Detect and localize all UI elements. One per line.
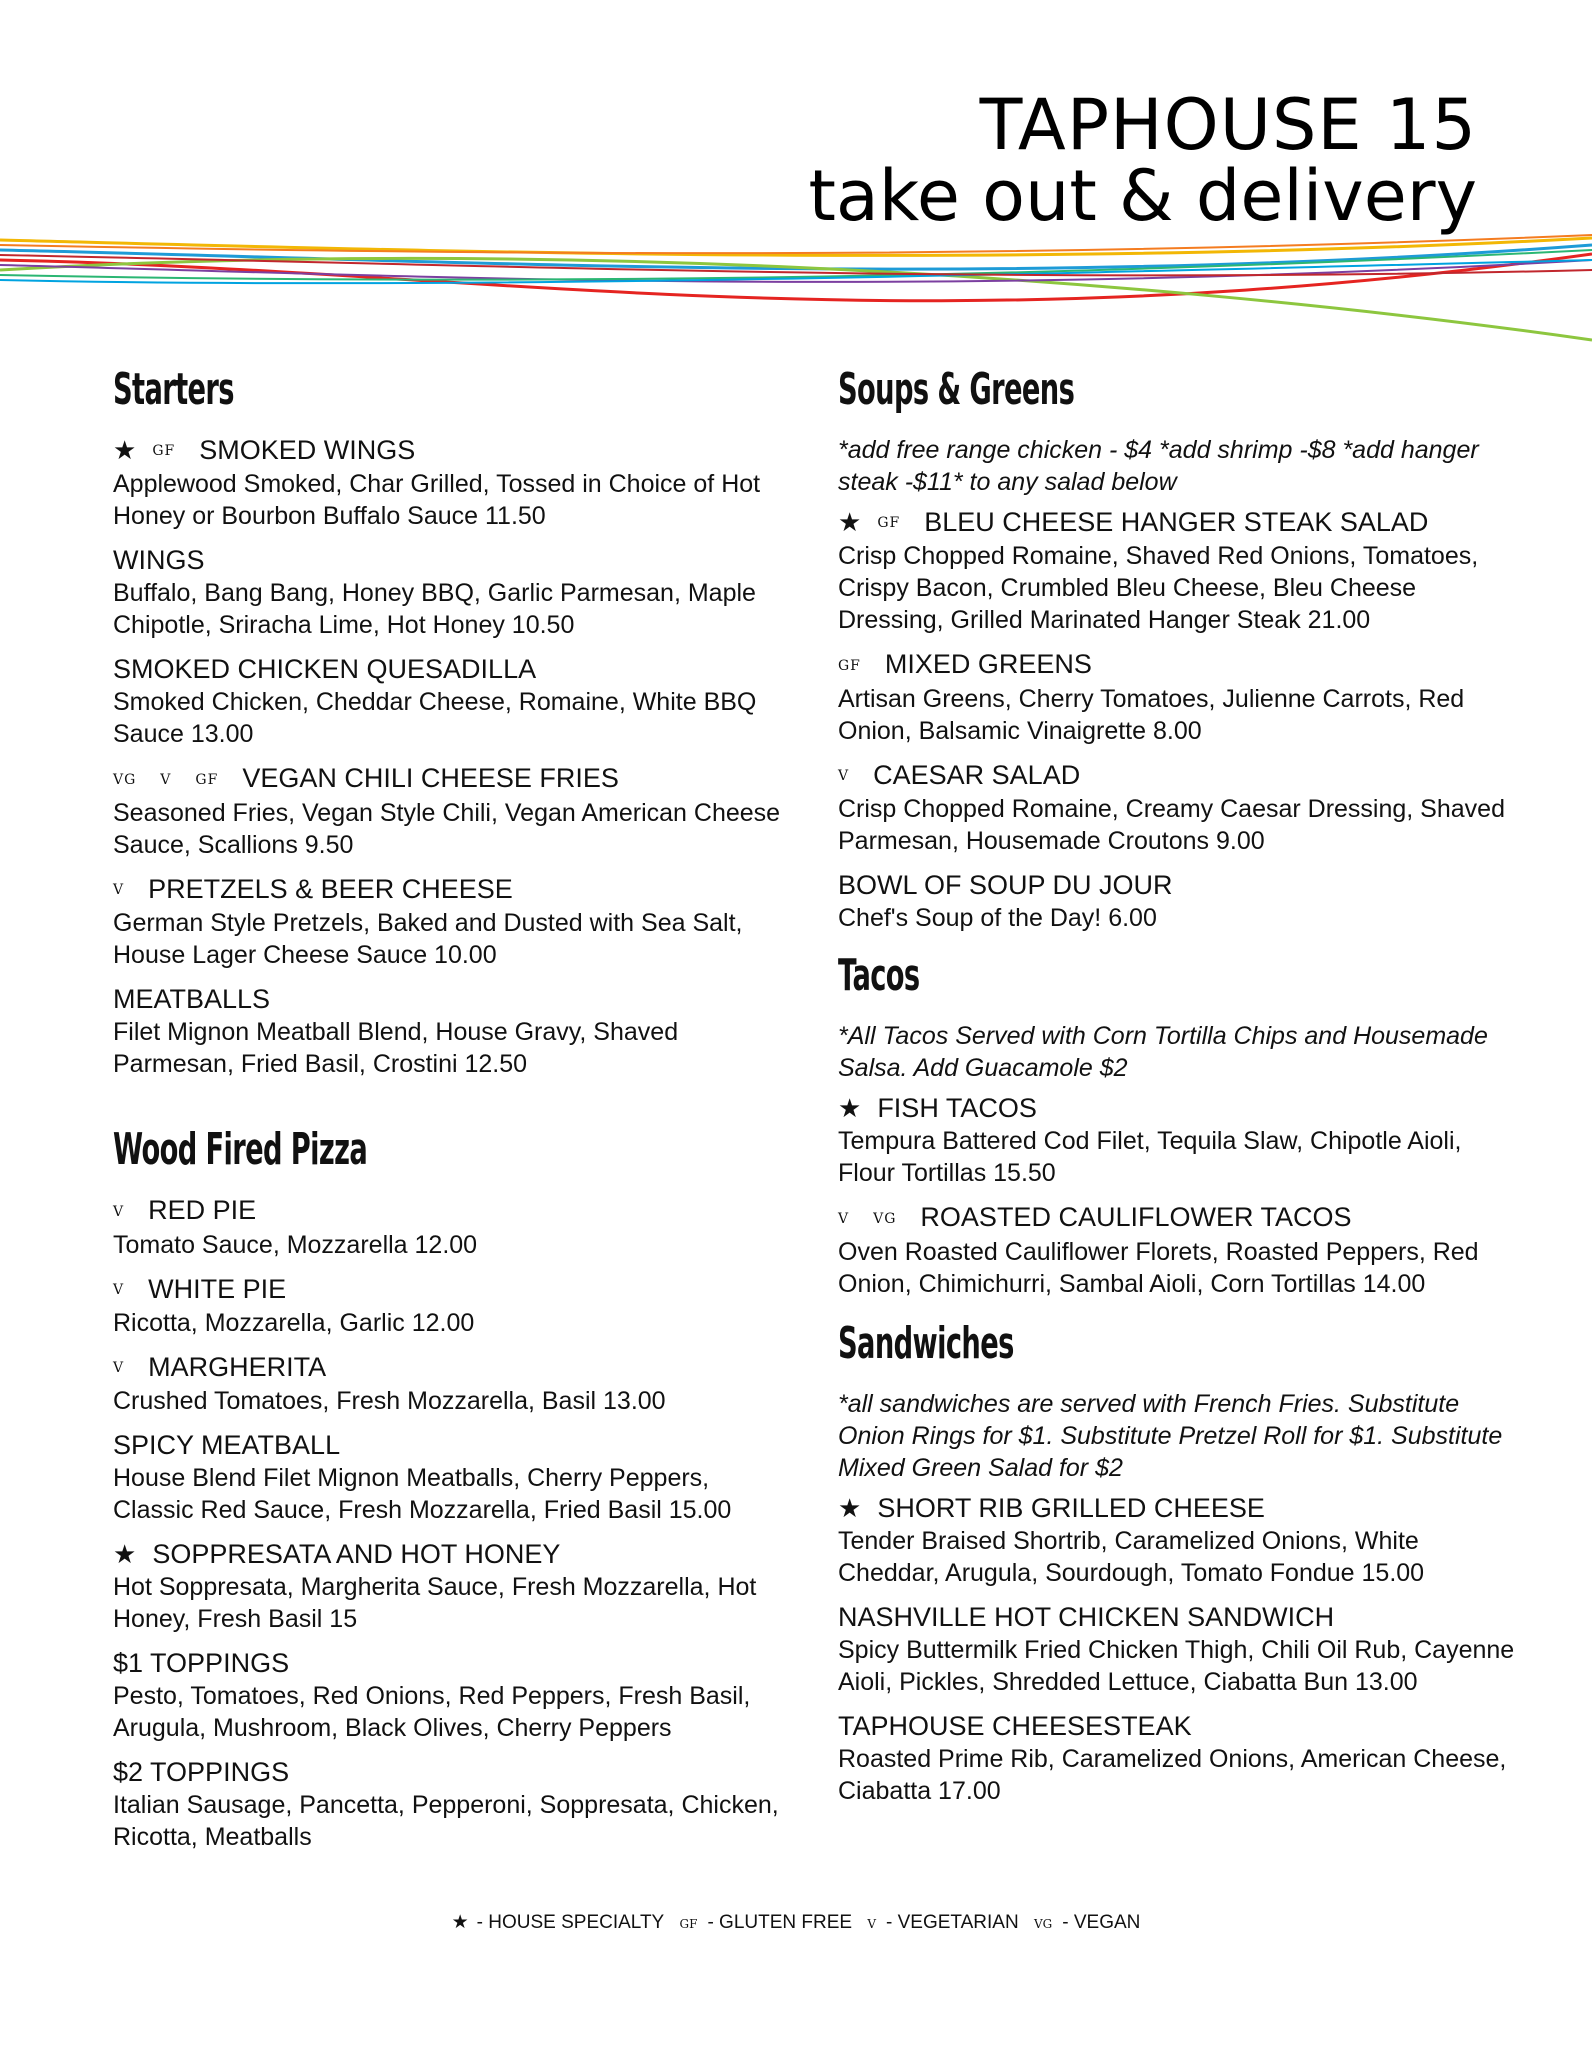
menu-item-header xyxy=(113,1756,793,1789)
menu-item-header xyxy=(838,869,1518,902)
menu-item-description: Crushed Tomatoes, Fresh Mozzarella, Basil 13.00 xyxy=(113,1387,666,1416)
vegetarian-badge-icon: V xyxy=(113,1360,125,1377)
vegetarian-badge-icon: V xyxy=(113,882,125,899)
vegetarian-badge-icon: V xyxy=(113,1203,125,1220)
rainbow-swoosh-decoration xyxy=(0,230,1592,360)
menu-item-name: WHITE PIE xyxy=(148,1273,287,1304)
menu-item-description: Spicy Buttermilk Fried Chicken Thigh, Chili Oil Rub, Cayenne Aioli, Pickles, Shredded Lettuce, Ciabatta Bun 13.00 xyxy=(838,1635,1515,1696)
section-tacos xyxy=(838,946,1518,1299)
section-title: Starters xyxy=(113,364,234,415)
menu-item xyxy=(838,648,1518,746)
gluten-free-badge-icon: GF xyxy=(838,657,861,674)
menu-item-name: SHORT RIB GRILLED CHEESE xyxy=(877,1492,1265,1523)
menu-item-header xyxy=(113,1351,793,1385)
menu-item-description: Chef's Soup of the Day! 6.00 xyxy=(838,904,1157,933)
menu-item-header xyxy=(838,1201,1518,1235)
dietary-legend xyxy=(0,1910,1592,1937)
legend-house-specialty: - HOUSE SPECIALTY xyxy=(476,1912,665,1933)
section-starters xyxy=(113,360,793,1080)
menu-item-description: Tender Braised Shortrib, Caramelized Onions, White Cheddar, Arugula, Sourdough, Tomato Fondue 15.00 xyxy=(838,1526,1425,1587)
section-soups-greens xyxy=(838,360,1518,934)
menu-item-description: German Style Pretzels, Baked and Dusted with Sea Salt, House Lager Cheese Sauce 10.00 xyxy=(113,909,743,970)
house-specialty-star-icon: ★ xyxy=(113,435,137,465)
section-note: *add free range chicken - $4 *add shrimp -$8 *add hanger steak -$11* to any salad below xyxy=(838,436,1479,496)
menu-item-name: VEGAN CHILI CHEESE FRIES xyxy=(242,763,619,794)
house-specialty-star-icon: ★ xyxy=(451,1912,469,1933)
menu-item xyxy=(113,873,793,971)
menu-item-header xyxy=(113,544,793,577)
menu-item-name: MEATBALLS xyxy=(113,984,271,1015)
menu-item-description: Italian Sausage, Pancetta, Pepperoni, Soppresata, Chicken, Ricotta, Meatballs xyxy=(113,1791,779,1852)
menu-item xyxy=(113,1647,793,1744)
menu-header xyxy=(808,84,1477,238)
menu-item-description: Filet Mignon Meatball Blend, House Gravy, Shaved Parmesan, Fried Basil, Crostini 12.50 xyxy=(113,1018,679,1079)
menu-item-header xyxy=(113,1429,793,1462)
vegan-badge-icon: VG xyxy=(873,1210,897,1227)
section-title: Soups & Greens xyxy=(838,364,1075,415)
menu-item xyxy=(113,1351,793,1417)
menu-subtitle: take out & delivery xyxy=(808,155,1477,238)
swoosh-line-orange xyxy=(0,235,1592,253)
menu-item-description: Crisp Chopped Romaine, Creamy Caesar Dressing, Shaved Parmesan, Housemade Croutons 9.00 xyxy=(838,795,1505,856)
menu-item-header xyxy=(838,1601,1518,1634)
menu-item-name: SMOKED WINGS xyxy=(199,435,416,465)
menu-item-header xyxy=(113,873,793,907)
legend-vegetarian: - VEGETARIAN xyxy=(886,1912,1019,1933)
menu-item xyxy=(838,759,1518,857)
house-specialty-star-icon: ★ xyxy=(838,507,862,537)
menu-item-name: SOPPRESATA AND HOT HONEY xyxy=(152,1539,561,1570)
vegan-badge-icon: VG xyxy=(113,771,137,788)
menu-item-description: Buffalo, Bang Bang, Honey BBQ, Garlic Parmesan, Maple Chipotle, Sriracha Lime, Hot Honey 10.50 xyxy=(113,579,756,640)
right-column xyxy=(838,360,1518,1819)
menu-item xyxy=(838,1201,1518,1299)
section-sandwiches xyxy=(838,1314,1518,1807)
section-title: Tacos xyxy=(838,950,920,1002)
menu-item xyxy=(113,1429,793,1526)
gluten-free-badge-icon: GF xyxy=(679,1917,698,1931)
menu-item-description: Smoked Chicken, Cheddar Cheese, Romaine, White BBQ Sauce 13.00 xyxy=(113,688,757,749)
menu-item xyxy=(838,1601,1518,1698)
menu-item-description: Crisp Chopped Romaine, Shaved Red Onions, Tomatoes, Crispy Bacon, Crumbled Bleu Cheese, Bleu Cheese Dressing, Grilled Marinated Hanger Steak 21.00 xyxy=(838,542,1479,635)
vegan-badge-icon: VG xyxy=(1033,1917,1053,1931)
gluten-free-badge-icon: GF xyxy=(152,443,176,460)
menu-item-header xyxy=(113,762,793,796)
vegetarian-badge-icon: V xyxy=(113,1281,125,1298)
section-note: *All Tacos Served with Corn Tortilla Chips and Housemade Salsa. Add Guacamole $2 xyxy=(838,1022,1488,1083)
menu-item xyxy=(838,1092,1518,1189)
menu-item-header xyxy=(838,1092,1518,1125)
section-title: Sandwiches xyxy=(838,1317,1014,1369)
menu-item-name: ROASTED CAULIFLOWER TACOS xyxy=(920,1202,1352,1233)
menu-item-name: $2 TOPPINGS xyxy=(113,1757,290,1788)
menu-item-name: MARGHERITA xyxy=(148,1351,327,1382)
menu-item-header xyxy=(113,1647,793,1680)
menu-item-name: MIXED GREENS xyxy=(884,649,1092,680)
menu-item-description: Oven Roasted Cauliflower Florets, Roasted Peppers, Red Onion, Chimichurri, Sambal Aioli, Corn Tortillas 14.00 xyxy=(838,1237,1479,1298)
menu-item-description: Roasted Prime Rib, Caramelized Onions, American Cheese, Ciabatta 17.00 xyxy=(838,1744,1507,1805)
restaurant-name: TAPHOUSE 15 xyxy=(979,84,1477,166)
menu-item-name: PRETZELS & BEER CHEESE xyxy=(148,873,513,904)
house-specialty-star-icon: ★ xyxy=(838,1492,862,1523)
menu-item-description: Tempura Battered Cod Filet, Tequila Slaw, Chipotle Aioli, Flour Tortillas 15.50 xyxy=(838,1127,1462,1188)
menu-item-header xyxy=(838,1710,1518,1743)
left-column xyxy=(113,360,793,1865)
menu-item-name: $1 TOPPINGS xyxy=(113,1648,290,1679)
menu-item-header xyxy=(113,1538,793,1571)
menu-item xyxy=(113,1194,793,1260)
section-wood-fired-pizza xyxy=(113,1120,793,1853)
section-note: *all sandwiches are served with French Fries. Substitute Onion Rings for $1. Substitute Pretzel Roll for $1. Substitute Mixed Green Salad for $2 xyxy=(838,1389,1503,1482)
menu-item-description: Tomato Sauce, Mozzarella 12.00 xyxy=(113,1230,478,1259)
menu-item-name: SMOKED CHICKEN QUESADILLA xyxy=(113,654,537,685)
menu-item xyxy=(113,434,793,532)
menu-item-name: NASHVILLE HOT CHICKEN SANDWICH xyxy=(838,1601,1335,1632)
menu-item-header xyxy=(838,506,1518,540)
menu-item-header xyxy=(113,1273,793,1307)
house-specialty-star-icon: ★ xyxy=(838,1093,862,1124)
vegetarian-badge-icon: V xyxy=(838,768,850,785)
menu-item-header xyxy=(113,983,793,1016)
menu-item-header xyxy=(838,648,1518,682)
menu-item-description: Ricotta, Mozzarella, Garlic 12.00 xyxy=(113,1308,475,1337)
vegetarian-badge-icon: V xyxy=(867,1917,877,1931)
menu-item xyxy=(113,1538,793,1635)
menu-item-header xyxy=(838,1492,1518,1525)
menu-item-header xyxy=(113,1194,793,1228)
menu-item xyxy=(838,1492,1518,1589)
menu-item xyxy=(113,544,793,641)
gluten-free-badge-icon: GF xyxy=(195,771,219,788)
menu-item-header xyxy=(113,434,793,468)
menu-item xyxy=(113,653,793,750)
menu-item xyxy=(113,1756,793,1853)
vegetarian-badge-icon: V xyxy=(838,1210,850,1227)
menu-item-name: RED PIE xyxy=(148,1195,257,1226)
menu-item-header xyxy=(838,759,1518,793)
menu-item-description: Hot Soppresata, Margherita Sauce, Fresh Mozzarella, Hot Honey, Fresh Basil 15 xyxy=(113,1573,757,1634)
menu-item-name: FISH TACOS xyxy=(877,1093,1037,1124)
menu-item-header xyxy=(113,653,793,686)
menu-item-name: WINGS xyxy=(113,545,205,576)
menu-item-description: Artisan Greens, Cherry Tomatoes, Julienne Carrots, Red Onion, Balsamic Vinaigrette 8.00 xyxy=(838,684,1465,745)
section-title: Wood Fired Pizza xyxy=(113,1124,368,1176)
menu-item xyxy=(113,983,793,1080)
menu-item-name: BOWL OF SOUP DU JOUR xyxy=(838,870,1173,901)
legend-gluten-free: - GLUTEN FREE xyxy=(707,1912,853,1933)
menu-item-description: Seasoned Fries, Vegan Style Chili, Vegan American Cheese Sauce, Scallions 9.50 xyxy=(113,798,781,859)
menu-item xyxy=(113,1273,793,1339)
menu-item-name: SPICY MEATBALL xyxy=(113,1430,341,1461)
vegetarian-badge-icon: V xyxy=(160,771,172,788)
menu-item xyxy=(838,506,1518,636)
menu-item-name: BLEU CHEESE HANGER STEAK SALAD xyxy=(924,507,1429,537)
menu-item-name: TAPHOUSE CHEESESTEAK xyxy=(838,1710,1192,1741)
house-specialty-star-icon: ★ xyxy=(113,1539,137,1570)
menu-item xyxy=(838,869,1518,934)
gluten-free-badge-icon: GF xyxy=(877,515,901,532)
menu-item xyxy=(113,762,793,860)
legend-vegan: - VEGAN xyxy=(1062,1912,1141,1933)
menu-item-name: CAESAR SALAD xyxy=(873,759,1081,790)
menu-item xyxy=(838,1710,1518,1807)
menu-item-description: House Blend Filet Mignon Meatballs, Cherry Peppers, Classic Red Sauce, Fresh Mozzarella, Fried Basil 15.00 xyxy=(113,1464,732,1525)
menu-item-description: Applewood Smoked, Char Grilled, Tossed in Choice of Hot Honey or Bourbon Buffalo Sauce 11.50 xyxy=(113,470,761,531)
menu-item-description: Pesto, Tomatoes, Red Onions, Red Peppers, Fresh Basil, Arugula, Mushroom, Black Olives, Cherry Peppers xyxy=(113,1682,751,1743)
